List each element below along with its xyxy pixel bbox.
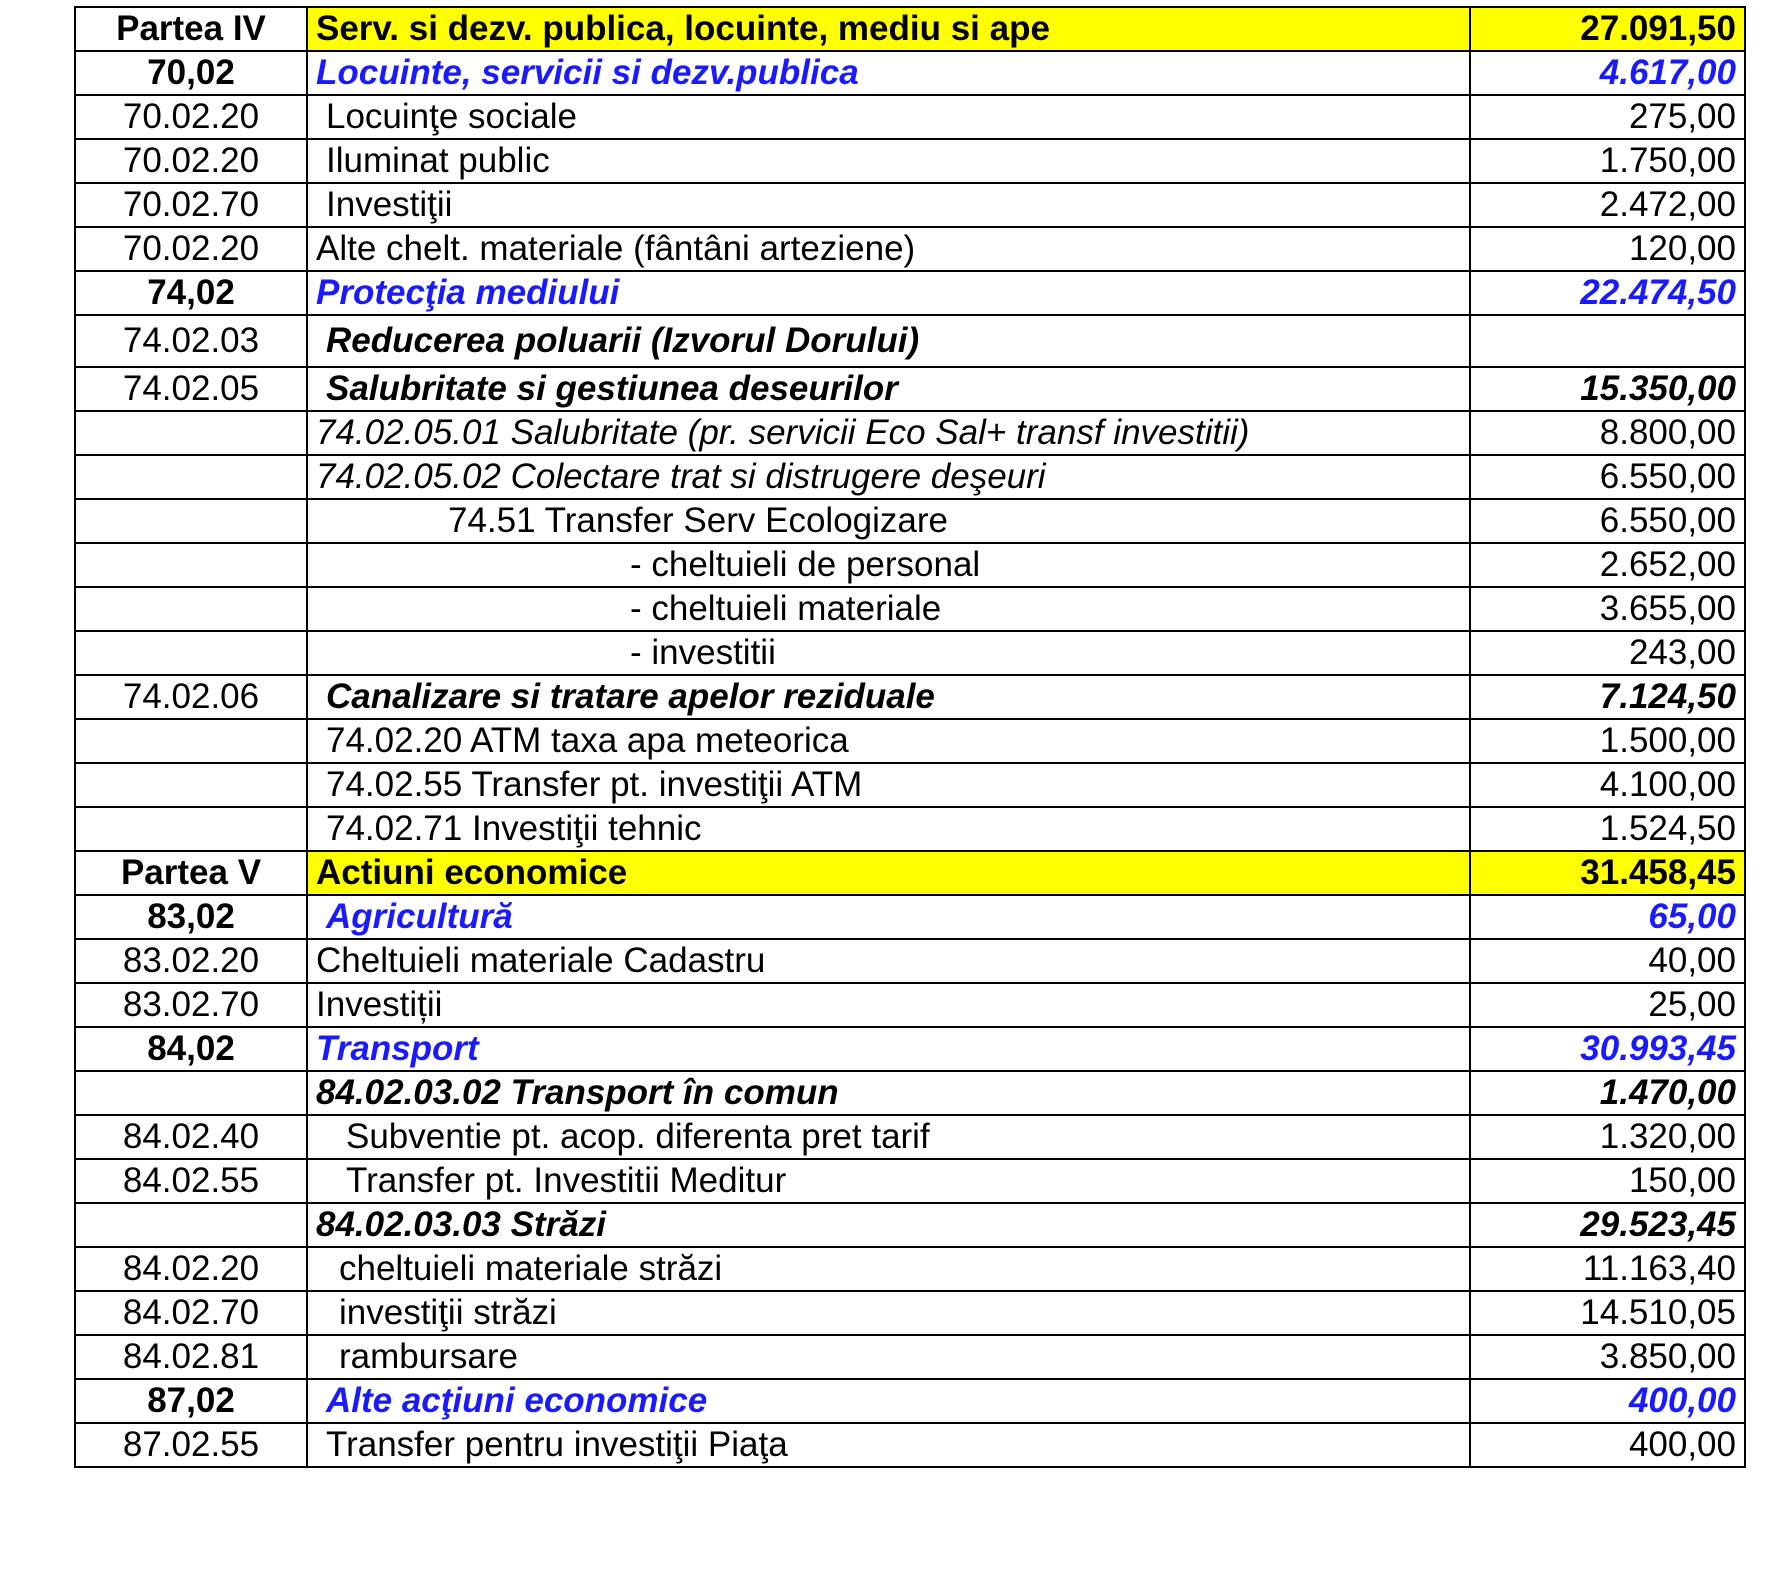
- row-description: 74.51 Transfer Serv Ecologizare: [307, 499, 1470, 543]
- row-code: 74.02.03: [75, 315, 307, 367]
- row-code: [75, 499, 307, 543]
- chapter-row: [75, 895, 1745, 939]
- row-amount: 2.652,00: [1470, 543, 1745, 587]
- row-code: 70.02.20: [75, 139, 307, 183]
- row-amount: 4.100,00: [1470, 763, 1745, 807]
- row-description: Subventie pt. acop. diferenta pret tarif: [307, 1115, 1470, 1159]
- table-row: [75, 763, 1745, 807]
- row-code: 70.02.20: [75, 227, 307, 271]
- row-amount: 3.655,00: [1470, 587, 1745, 631]
- table-row: [75, 499, 1745, 543]
- row-amount: [1470, 315, 1745, 367]
- row-code: [75, 587, 307, 631]
- row-amount: 6.550,00: [1470, 499, 1745, 543]
- row-code: [75, 543, 307, 587]
- table-row: [75, 95, 1745, 139]
- table-row: [75, 631, 1745, 675]
- row-amount: 27.091,50: [1470, 7, 1745, 51]
- subchapter-row: [75, 675, 1745, 719]
- row-code: 70,02: [75, 51, 307, 95]
- table-row: [75, 139, 1745, 183]
- row-code: 70.02.20: [75, 95, 307, 139]
- row-description: Locuinţe sociale: [307, 95, 1470, 139]
- row-amount: 150,00: [1470, 1159, 1745, 1203]
- row-description: - cheltuieli de personal: [307, 543, 1470, 587]
- row-amount: 275,00: [1470, 95, 1745, 139]
- table-row: [75, 227, 1745, 271]
- row-description: Investiții: [307, 983, 1470, 1027]
- row-amount: 15.350,00: [1470, 367, 1745, 411]
- row-code: 87,02: [75, 1379, 307, 1423]
- table-row: [75, 455, 1745, 499]
- row-amount: 2.472,00: [1470, 183, 1745, 227]
- row-code: [75, 719, 307, 763]
- row-code: 84.02.40: [75, 1115, 307, 1159]
- part-header-row: [75, 7, 1745, 51]
- row-code: [75, 455, 307, 499]
- table-row: [75, 1115, 1745, 1159]
- row-amount: 120,00: [1470, 227, 1745, 271]
- row-description: Agricultură: [307, 895, 1470, 939]
- row-code: [75, 631, 307, 675]
- row-code: 74.02.06: [75, 675, 307, 719]
- row-description: Protecţia mediului: [307, 271, 1470, 315]
- row-code: [75, 807, 307, 851]
- row-description: Cheltuieli materiale Cadastru: [307, 939, 1470, 983]
- row-code: [75, 1071, 307, 1115]
- row-amount: 1.524,50: [1470, 807, 1745, 851]
- row-amount: 7.124,50: [1470, 675, 1745, 719]
- row-amount: 14.510,05: [1470, 1291, 1745, 1335]
- row-code: Partea IV: [75, 7, 307, 51]
- row-description: Locuinte, servicii si dezv.publica: [307, 51, 1470, 95]
- table-row: [75, 1159, 1745, 1203]
- row-code: 70.02.70: [75, 183, 307, 227]
- table-row: [75, 587, 1745, 631]
- row-amount: 3.850,00: [1470, 1335, 1745, 1379]
- table-row: [75, 1335, 1745, 1379]
- row-code: [75, 763, 307, 807]
- row-description: Alte chelt. materiale (fântâni arteziene): [307, 227, 1470, 271]
- row-amount: 400,00: [1470, 1423, 1745, 1467]
- row-amount: 65,00: [1470, 895, 1745, 939]
- row-code: 84.02.55: [75, 1159, 307, 1203]
- row-amount: 1.750,00: [1470, 139, 1745, 183]
- row-code: 84,02: [75, 1027, 307, 1071]
- row-description: 74.02.55 Transfer pt. investiţii ATM: [307, 763, 1470, 807]
- row-description: Iluminat public: [307, 139, 1470, 183]
- row-description: Canalizare si tratare apelor reziduale: [307, 675, 1470, 719]
- row-description: investiţii străzi: [307, 1291, 1470, 1335]
- row-amount: 25,00: [1470, 983, 1745, 1027]
- row-amount: 243,00: [1470, 631, 1745, 675]
- row-description: rambursare: [307, 1335, 1470, 1379]
- row-description: Reducerea poluarii (Izvorul Dorului): [307, 315, 1470, 367]
- row-code: 83.02.70: [75, 983, 307, 1027]
- table-row: [75, 807, 1745, 851]
- row-amount: 1.500,00: [1470, 719, 1745, 763]
- row-code: 74.02.05: [75, 367, 307, 411]
- row-description: Transfer pt. Investitii Meditur: [307, 1159, 1470, 1203]
- row-description: Transport: [307, 1027, 1470, 1071]
- table-row: [75, 1423, 1745, 1467]
- row-description: 74.02.05.01 Salubritate (pr. servicii Eco Sal+ transf investitii): [307, 411, 1470, 455]
- table-row: [75, 1247, 1745, 1291]
- row-description: 74.02.20 ATM taxa apa meteorica: [307, 719, 1470, 763]
- row-amount: 8.800,00: [1470, 411, 1745, 455]
- table-row: [75, 939, 1745, 983]
- row-description: Serv. si dezv. publica, locuinte, mediu si ape: [307, 7, 1470, 51]
- subchapter-row: [75, 1071, 1745, 1115]
- row-description: cheltuieli materiale străzi: [307, 1247, 1470, 1291]
- row-amount: 1.470,00: [1470, 1071, 1745, 1115]
- table-row: [75, 411, 1745, 455]
- row-code: 84.02.70: [75, 1291, 307, 1335]
- row-amount: 11.163,40: [1470, 1247, 1745, 1291]
- table-row: [75, 1291, 1745, 1335]
- row-description: 84.02.03.03 Străzi: [307, 1203, 1470, 1247]
- chapter-row: [75, 271, 1745, 315]
- row-amount: 400,00: [1470, 1379, 1745, 1423]
- subchapter-row: [75, 315, 1745, 367]
- row-amount: 29.523,45: [1470, 1203, 1745, 1247]
- row-code: 84.02.81: [75, 1335, 307, 1379]
- row-description: 74.02.05.02 Colectare trat si distrugere deşeuri: [307, 455, 1470, 499]
- row-amount: 4.617,00: [1470, 51, 1745, 95]
- subchapter-row: [75, 367, 1745, 411]
- row-amount: 22.474,50: [1470, 271, 1745, 315]
- table-row: [75, 983, 1745, 1027]
- row-description: Salubritate si gestiunea deseurilor: [307, 367, 1470, 411]
- subchapter-row: [75, 1203, 1745, 1247]
- row-amount: 30.993,45: [1470, 1027, 1745, 1071]
- row-description: - investitii: [307, 631, 1470, 675]
- row-description: 74.02.71 Investiţii tehnic: [307, 807, 1470, 851]
- row-code: [75, 411, 307, 455]
- chapter-row: [75, 1027, 1745, 1071]
- row-code: 87.02.55: [75, 1423, 307, 1467]
- row-description: Investiţii: [307, 183, 1470, 227]
- row-amount: 6.550,00: [1470, 455, 1745, 499]
- chapter-row: [75, 51, 1745, 95]
- row-code: 83,02: [75, 895, 307, 939]
- budget-table: [74, 6, 1746, 1468]
- row-description: Actiuni economice: [307, 851, 1470, 895]
- row-code: 83.02.20: [75, 939, 307, 983]
- table-row: [75, 719, 1745, 763]
- part-header-row: [75, 851, 1745, 895]
- row-description: 84.02.03.02 Transport în comun: [307, 1071, 1470, 1115]
- row-amount: 40,00: [1470, 939, 1745, 983]
- table-row: [75, 543, 1745, 587]
- row-code: Partea V: [75, 851, 307, 895]
- row-description: - cheltuieli materiale: [307, 587, 1470, 631]
- row-amount: 1.320,00: [1470, 1115, 1745, 1159]
- row-code: [75, 1203, 307, 1247]
- table-row: [75, 183, 1745, 227]
- chapter-row: [75, 1379, 1745, 1423]
- row-description: Transfer pentru investiţii Piaţa: [307, 1423, 1470, 1467]
- row-code: 84.02.20: [75, 1247, 307, 1291]
- row-description: Alte acţiuni economice: [307, 1379, 1470, 1423]
- row-code: 74,02: [75, 271, 307, 315]
- row-amount: 31.458,45: [1470, 851, 1745, 895]
